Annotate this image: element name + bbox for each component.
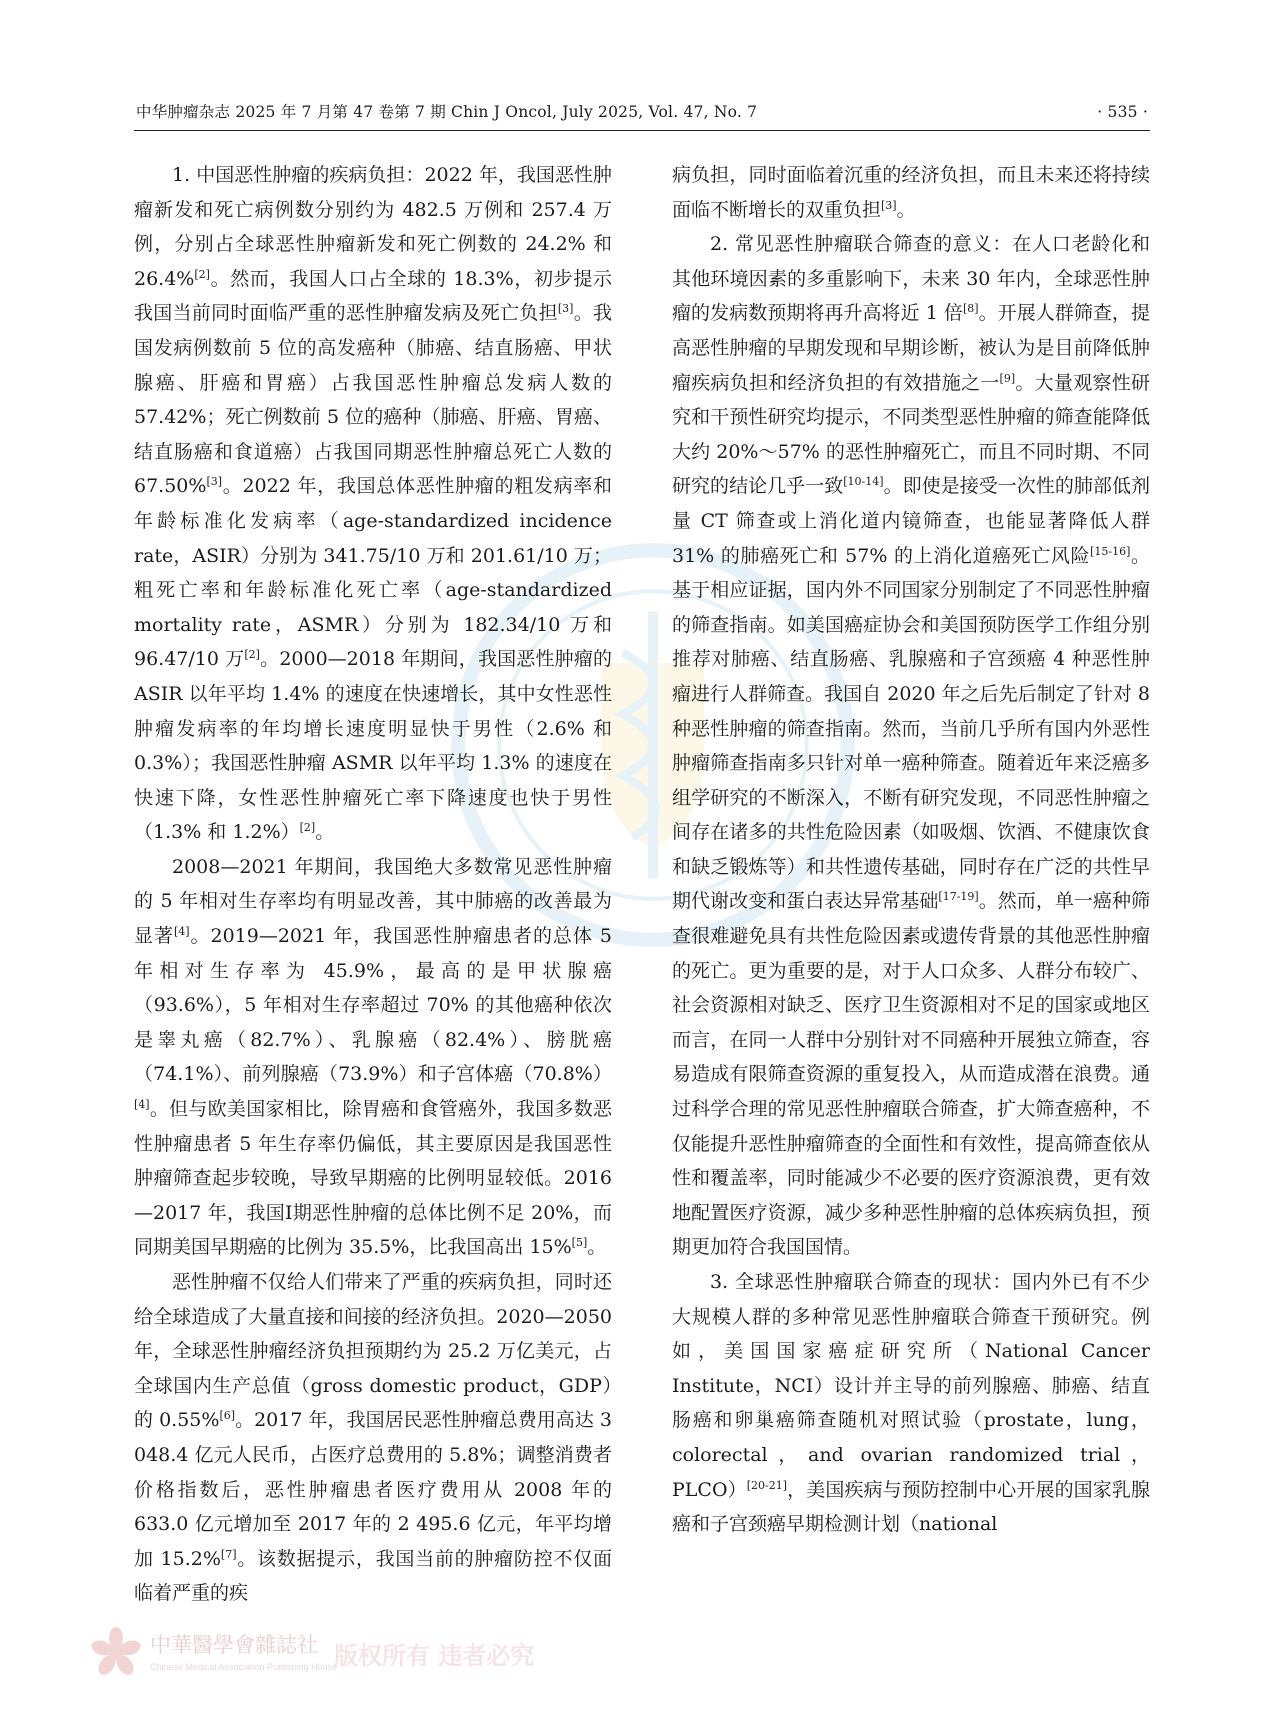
citation-ref: [3] <box>557 302 574 316</box>
left-text-column <box>134 158 612 1611</box>
text-run: 病负担，同时面临着沉重的经济负担，而且未来还将持续面临不断增长的双重负担 <box>672 164 1150 221</box>
citation-ref: [5] <box>571 1236 588 1250</box>
citation-ref: [2] <box>194 267 210 281</box>
publisher-logo <box>88 1624 588 1682</box>
text-run: 。大量观察性研究和干预性研究均提示，不同类型恶性肿瘤的筛查能降低大约 20%～57% 的恶性肿瘤死亡，而且不同时期、不同研究的结论几乎一致 <box>672 371 1150 498</box>
text-run: 恶性肿瘤不仅给人们带来了严重的疾病负担，同时还给全球造成了大量直接和间接的经济负担。2020—2050 年，全球恶性肿瘤经济负担预期约为 25.2 万亿美元，占全球国内生产总值（gross domestic product，GDP）的 0.55% <box>134 1271 612 1432</box>
citation-ref: [9] <box>999 371 1016 385</box>
text-run: 1. 中国恶性肿瘤的疾病负担：2022 年，我国恶性肿瘤新发和死亡病例数分别约为 482.5 万例和 257.4 万例，分别占全球恶性肿瘤新发和死亡例数的 24.2% 和 26.4% <box>134 164 612 290</box>
journal-citation: 中华肿瘤杂志 2025 年 7 月第 47 卷第 7 期 Chin J Oncol, July 2025, Vol. 47, No. 7 <box>136 103 758 121</box>
text-run: 。 <box>587 1236 607 1259</box>
citation-ref: [3] <box>881 198 897 212</box>
citation-ref: [2] <box>299 821 316 835</box>
citation-ref: [10-14] <box>843 475 884 489</box>
publisher-name-en: Chinese Medical Association Publishing House <box>150 1662 338 1672</box>
text-run: 。基于相应证据，国内外不同国家分别制定了不同恶性肿瘤的筛查指南。如美国癌症协会和美国预防医学工作组分别推荐对肺癌、结直肠癌、乳腺癌和子宫颈癌 4 种恶性肿瘤进行人群筛查。我国自 2020 年之后先后制定了针对 8 种恶性肿瘤的筛查指南。然而，当前几乎所有国内外恶性肿瘤筛查指南多只针对单一癌种筛查。随着近年来泛癌多组学研究的不断深入，不断有研究发现，不同恶性肿瘤之间存在诸多的共性危险因素（如吸烟、饮酒、不健康饮食和缺乏锻炼等）和共性遗传基础，同时存在广泛的共性早期代谢改变和蛋白表达异常基础 <box>672 544 1150 913</box>
text-run: 。然而，单一癌种筛查很难避免具有共性危险因素或遗传背景的其他恶性肿瘤的死亡。更为重要的是，对于人口众多、人群分布较广、社会资源相对缺乏、医疗卫生资源相对不足的国家或地区而言，在同一人群中分别针对不同癌种开展独立筛查，容易造成有限筛查资源的重复投入，从而造成潜在浪费。通过科学合理的常见恶性肿瘤联合筛查，扩大筛查癌种，不仅能提升恶性肿瘤筛查的全面性和有效性，提高筛查依从性和覆盖率，同时能减少不必要的医疗资源浪费，更有效地配置医疗资源，减少多种恶性肿瘤的总体疾病负担，预期更加符合我国国情。 <box>672 890 1150 1259</box>
citation-ref: [3] <box>206 475 223 489</box>
paragraph <box>134 850 612 1265</box>
right-text-column <box>672 158 1150 1542</box>
citation-ref: [4] <box>134 1098 150 1112</box>
header-divider <box>134 130 1150 131</box>
text-run: 。 <box>315 821 335 844</box>
citation-ref: [6] <box>219 1409 236 1423</box>
text-run: 2008—2021 年期间，我国绝大多数常见恶性肿瘤的 5 年相对生存率均有明显改善，其中肺癌的改善最为显著 <box>134 855 612 948</box>
citation-ref: [4] <box>173 925 190 939</box>
text-run: 。即使是接受一次性的肺部低剂量 CT 筛查或上消化道内镜筛查，也能显著降低人群 31% 的肺癌死亡和 57% 的上消化道癌死亡风险 <box>672 475 1150 567</box>
citation-ref: [17-19] <box>938 890 979 904</box>
citation-ref: [2] <box>244 648 260 662</box>
citation-ref: [7] <box>220 1547 237 1561</box>
text-run: 。但与欧美国家相比，除胃癌和食管癌外，我国多数恶性肿瘤患者 5 年生存率仍偏低，其主要原因是我国恶性肿瘤筛查起步较晚，导致早期癌的比例明显较低。2016—2017 年，我国Ⅰ期恶性肿瘤的总体比例不足 20%，而同期美国早期癌的比例为 35.5%，比我国高出 15% <box>134 1098 612 1259</box>
text-run: 。2000—2018 年期间，我国恶性肿瘤的 ASIR 以年平均 1.4% 的速度在快速增长，其中女性恶性肿瘤发病率的年均增长速度明显快于男性（2.6% 和 0.3%）；我国恶性肿瘤 ASMR 以年平均 1.3% 的速度在快速下降，女性恶性肿瘤死亡率下降速度也快于男性（1.3% 和 1.2%） <box>134 648 613 844</box>
running-header <box>136 101 1148 123</box>
text-run: 。该数据提示，我国当前的肿瘤防控不仅面临着严重的疾 <box>134 1547 612 1605</box>
paragraph <box>672 158 1150 227</box>
paragraph <box>134 1265 612 1611</box>
text-run: 。 <box>896 198 916 221</box>
text-run: 。2019—2021 年，我国恶性肿瘤患者的总体 5 年相对生存率为 45.9%，最高的是甲状腺癌（93.6%），5 年相对生存率超过 70% 的其他癌种依次是睾丸癌（82.7%）、乳腺癌（82.4%）、膀胱癌（74.1%）、前列腺癌（73.9%）和子宫体癌（70.8%） <box>134 925 612 1086</box>
page-number: · 535 · <box>1097 103 1148 121</box>
citation-ref: [15-16] <box>1090 544 1131 558</box>
text-run: 。2017 年，我国居民恶性肿瘤总费用高达 3 048.4 亿元人民币，占医疗总费用的 5.8%；调整消费者价格指数后，恶性肿瘤患者医疗费用从 2008 年的 633.0 亿元增加至 2017 年的 2 495.6 亿元，年平均增加 15.2% <box>134 1409 612 1570</box>
paragraph <box>672 227 1150 1265</box>
paragraph <box>134 158 612 850</box>
copyright-slogan: 版权所有 违者必究 <box>334 1642 535 1670</box>
citation-ref: [20-21] <box>746 1478 788 1492</box>
text-run: 3. 全球恶性肿瘤联合筛查的现状：国内外已有不少大规模人群的多种常见恶性肿瘤联合筛查干预研究。例如，美国国家癌症研究所（National Cancer Institute，NCI）设计并主导的前列腺癌、肺癌、结直肠癌和卵巢癌筛查随机对照试验（prostate，lung，colorectal，and ovarian randomized trial，PLCO） <box>672 1271 1150 1501</box>
text-run: 2. 常见恶性肿瘤联合筛查的意义：在人口老龄化和其他环境因素的多重影响下，未来 30 年内，全球恶性肿瘤的发病数预期将再升高将近 1 倍 <box>672 233 1150 325</box>
text-run: 。2022 年，我国总体恶性肿瘤的粗发病率和年龄标准化发病率（age-standardized incidence rate，ASIR）分别为 341.75/10 万和 201.61/10 万；粗死亡率和年龄标准化死亡率（age-standardized mortality rate，ASMR）分别为 182.34/10 万和 96.47/10 万 <box>134 475 612 671</box>
text-run: ，美国疾病与预防控制中心开展的国家乳腺癌和子宫颈癌早期检测计划（national <box>672 1478 1150 1536</box>
text-run: 。我国发病例数前 5 位的高发癌种（肺癌、结直肠癌、甲状腺癌、肝癌和胃癌）占我国恶性肿瘤总发病人数的 57.42%；死亡例数前 5 位的癌种（肺癌、肝癌、胃癌、结直肠癌和食道癌）占我国同期恶性肿瘤总死亡人数的 67.50% <box>134 302 612 498</box>
text-run: 。开展人群筛查，提高恶性肿瘤的早期发现和早期诊断，被认为是目前降低肿瘤疾病负担和经济负担的有效措施之一 <box>672 302 1150 394</box>
publisher-name-cn: 中華醫學會雜誌社 <box>150 1633 318 1657</box>
citation-ref: [8] <box>962 302 979 316</box>
text-run: 。然而，我国人口占全球的 18.3%，初步提示我国当前同时面临严重的恶性肿瘤发病及死亡负担 <box>134 267 612 325</box>
paragraph <box>672 1265 1150 1542</box>
